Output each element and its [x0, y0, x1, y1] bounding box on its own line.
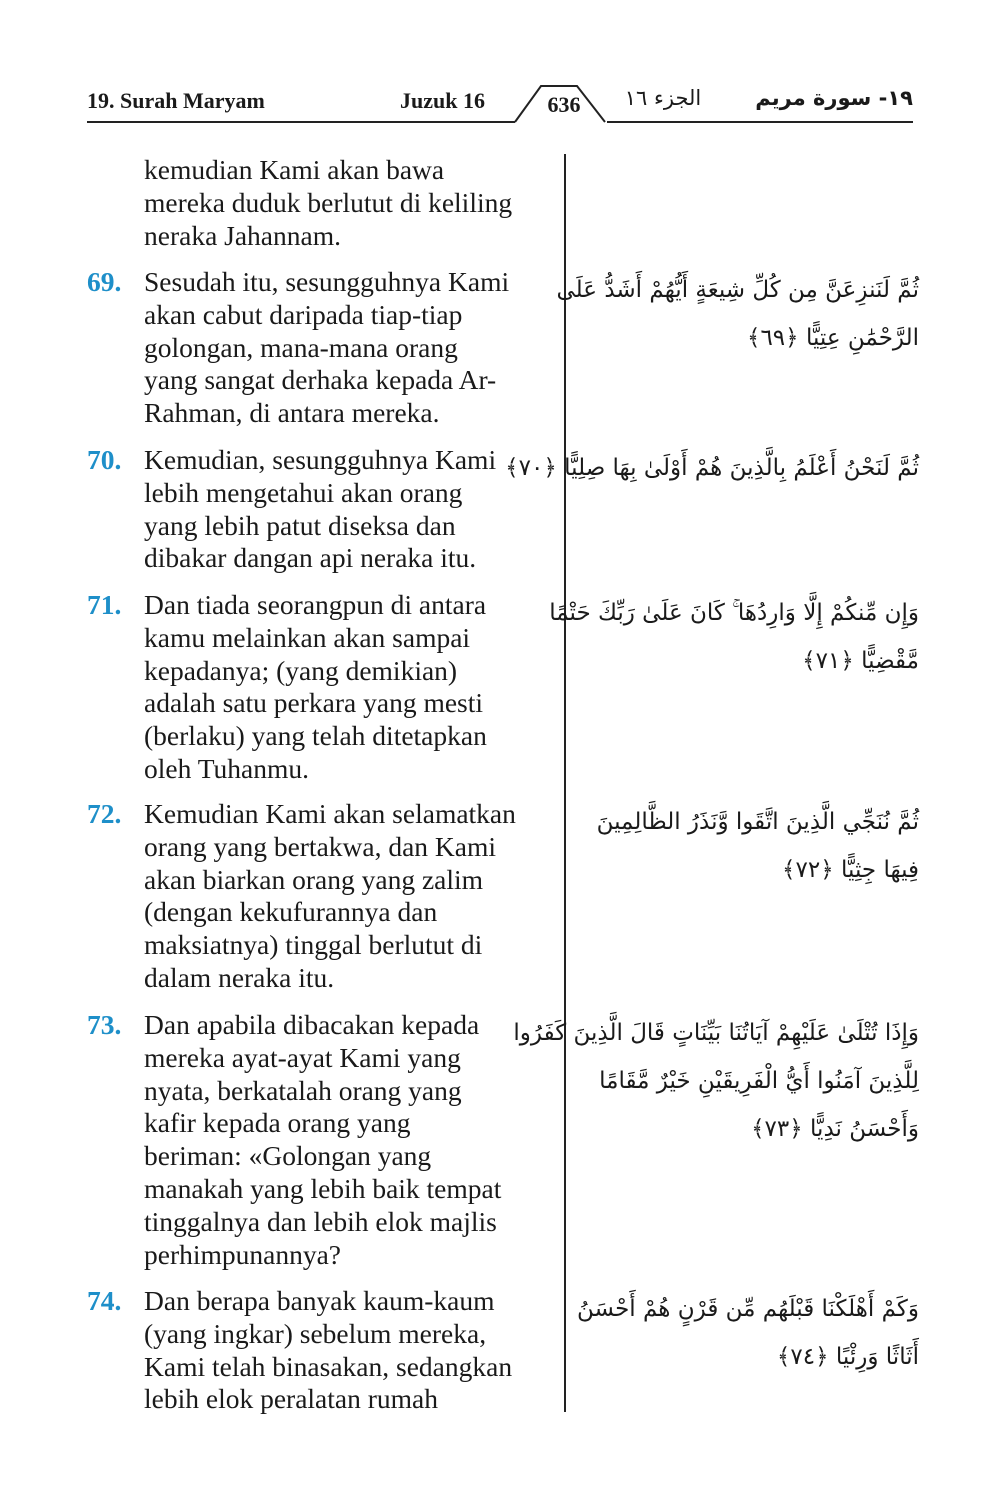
arabic-text — [556, 266, 919, 362]
translation-line: perhimpunannya? — [144, 1238, 342, 1270]
arabic-text — [579, 798, 919, 894]
translation-line: neraka Jahannam. — [144, 219, 341, 251]
translation-line: (dengan kekufurannya dan — [144, 896, 438, 928]
verse-number: 74. — [87, 1285, 122, 1316]
arabic-line: وَإِن مِّنكُمْ إِلَّا وَارِدُهَا ۚ كَانَ عَلَىٰ رَبِّكَ حَتْمًا — [549, 600, 919, 626]
verse-number: 71. — [87, 589, 122, 620]
translation-text — [144, 1009, 564, 1271]
translation-line: Sesudah itu, sesungguhnya Kami — [144, 266, 510, 297]
arabic-text — [549, 589, 919, 685]
header-rule-left — [87, 121, 515, 123]
translation-line: Dan tiada seorangpun di antara — [144, 589, 487, 620]
arabic-line: أَثَاثًا وَرِئْيًا ﴿٧٤﴾ — [776, 1344, 919, 1370]
translation-line: mereka duduk berlutut di keliling — [144, 186, 513, 218]
surah-title-latin: 19. Surah Maryam — [87, 88, 265, 113]
translation-line: kemudian Kami akan bawa — [144, 154, 445, 185]
translation-line: Rahman, di antara mereka. — [144, 397, 440, 429]
surah-title-arabic: ١٩- سورة مريم — [755, 86, 913, 110]
translation-line: orang yang bertakwa, dan Kami — [144, 830, 497, 862]
arabic-line: وَأَحْسَنُ نَدِيًّا ﴿٧٣﴾ — [751, 1116, 919, 1142]
verse-number: 73. — [87, 1009, 122, 1040]
juz-label-arabic: الجزء ١٦ — [624, 86, 702, 110]
verse-number: 69. — [87, 266, 122, 297]
arabic-line: ثُمَّ لَنَنزِعَنَّ مِن كُلِّ شِيعَةٍ أَيُّهُمْ أَشَدُّ عَلَى — [556, 277, 919, 303]
arabic-line: مَّقْضِيًّا ﴿٧١﴾ — [802, 648, 919, 674]
translation-text — [144, 154, 564, 252]
translation-text — [144, 266, 564, 430]
translation-line: mereka ayat-ayat Kami yang — [144, 1041, 461, 1073]
arabic-text — [579, 1285, 919, 1381]
verse-number: 70. — [87, 444, 122, 475]
translation-text — [144, 1285, 564, 1416]
translation-line: dibakar dangan api neraka itu. — [144, 542, 477, 574]
translation-line: Kemudian, sesungguhnya Kami — [144, 444, 497, 475]
arabic-line: فِيهَا جِثِيًّا ﴿٧٢﴾ — [782, 857, 919, 883]
header-rule-right — [607, 121, 913, 123]
arabic-line: ثُمَّ نُنَجِّي الَّذِينَ اتَّقَوا وَّنَذَرُ الظَّالِمِينَ — [596, 809, 919, 835]
translation-line: yang lebih patut diseksa dan — [144, 509, 456, 541]
translation-line: akan cabut daripada tiap-tiap — [144, 298, 463, 330]
translation-line: maksiatnya) tinggal berlutut di — [144, 929, 483, 961]
translation-line: kepadanya; (yang demikian) — [144, 654, 458, 686]
translation-line: Dan berapa banyak kaum-kaum — [144, 1285, 495, 1316]
page-number: 636 — [547, 92, 581, 117]
translation-line: kafir kepada orang yang — [144, 1107, 411, 1139]
translation-line: nyata, berkatalah orang yang — [144, 1074, 462, 1106]
translation-line: manakah yang lebih baik tempat — [144, 1172, 502, 1204]
arabic-line: لِلَّذِينَ آمَنُوا أَيُّ الْفَرِيقَيْنِ خَيْرٌ مَّقَامًا — [599, 1068, 919, 1094]
translation-line: lebih mengetahui akan orang — [144, 476, 463, 508]
arabic-text — [513, 1009, 919, 1153]
translation-line: lebih elok peralatan rumah — [144, 1383, 438, 1415]
translation-text — [144, 589, 564, 786]
juz-label-latin: Juzuk 16 — [400, 88, 485, 113]
arabic-line: الرَّحْمَٰنِ عِتِيًّا ﴿٦٩﴾ — [746, 325, 919, 351]
translation-line: Dan apabila dibacakan kepada — [144, 1009, 480, 1040]
translation-text — [144, 798, 564, 995]
translation-line: yang sangat derhaka kepada Ar- — [144, 364, 497, 396]
translation-line: (yang ingkar) sebelum mereka, — [144, 1317, 487, 1349]
translation-line: beriman: «Golongan yang — [144, 1140, 432, 1172]
translation-line: (berlaku) yang telah ditetapkan — [144, 720, 487, 752]
translation-line: dalam neraka itu. — [144, 961, 335, 993]
translation-line: akan biarkan orang yang zalim — [144, 863, 484, 895]
page-header — [87, 84, 913, 124]
arabic-text — [505, 444, 919, 492]
arabic-line: وَإِذَا تُتْلَىٰ عَلَيْهِمْ آيَاتُنَا بَيِّنَاتٍ قَالَ الَّذِينَ كَفَرُوا — [513, 1020, 919, 1046]
verse-number: 72. — [87, 798, 122, 829]
translation-line: Kami telah binasakan, sedangkan — [144, 1350, 513, 1382]
translation-line: adalah satu perkara yang mesti — [144, 687, 484, 719]
column-divider — [564, 154, 566, 1412]
translation-line: golongan, mana-mana orang — [144, 331, 458, 363]
arabic-line: ثُمَّ لَنَحْنُ أَعْلَمُ بِالَّذِينَ هُمْ أَوْلَىٰ بِهَا صِلِيًّا ﴿٧٠﴾ — [505, 455, 919, 481]
translation-line: kamu melainkan akan sampai — [144, 621, 471, 653]
translation-text — [144, 444, 564, 575]
translation-line: tinggalnya dan lebih elok majlis — [144, 1205, 497, 1237]
translation-line: Kemudian Kami akan selamatkan — [144, 798, 516, 829]
arabic-line: وَكَمْ أَهْلَكْنَا قَبْلَهُم مِّن قَرْنٍ هُمْ أَحْسَنُ — [577, 1296, 919, 1322]
translation-line: oleh Tuhanmu. — [144, 752, 310, 784]
